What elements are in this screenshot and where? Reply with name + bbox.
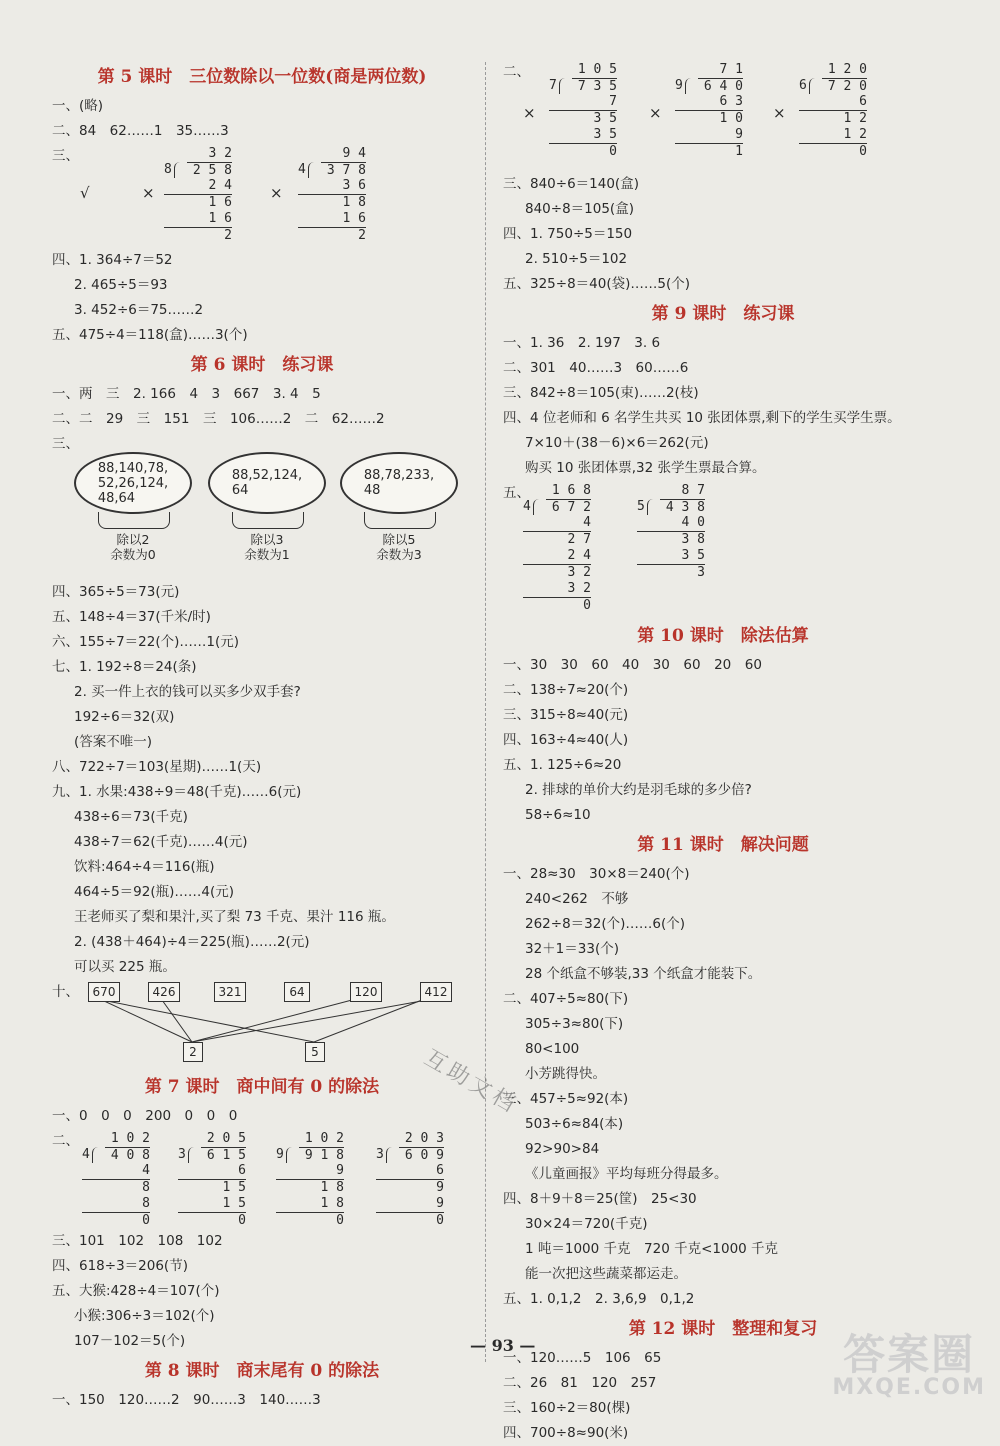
answer-line: 四、700÷8≈90(米) <box>503 1425 629 1441</box>
lesson-5-title: 第 5 课时 三位数除以一位数(商是两位数) <box>97 67 427 87</box>
answer-line: 840÷8＝105(盒) <box>525 201 634 217</box>
answer-line: 四、1. 750÷5＝150 <box>503 226 633 242</box>
answer-line: 四、365÷5＝73(元) <box>52 584 180 600</box>
number-box: 412 <box>420 982 452 1002</box>
division-row <box>52 1129 472 1229</box>
answer-line: 三、 <box>52 148 79 164</box>
number-box: 120 <box>350 982 382 1002</box>
lesson-8-title: 第 8 课时 商末尾有 0 的除法 <box>144 1361 380 1381</box>
answer-line: 三、457÷5≈92(本) <box>503 1091 629 1107</box>
long-division: 2 0 3 3 6 0 9 6 9 9 0 <box>376 1131 444 1228</box>
division-row <box>52 144 472 248</box>
number-box: 670 <box>88 982 120 1002</box>
answer-line: 2. 买一件上衣的钱可以买多少双手套? <box>74 684 301 700</box>
lesson-6-title: 第 6 课时 练习课 <box>190 355 334 375</box>
lesson-12-title: 第 12 课时 整理和复习 <box>628 1319 818 1339</box>
answer-line: 二、138÷7≈20(个) <box>503 682 629 698</box>
long-division: 2 0 5 3 6 1 5 6 1 5 1 5 0 <box>178 1131 246 1228</box>
ellipse-figure-row <box>52 432 472 580</box>
number-box: 321 <box>214 982 246 1002</box>
cross-mark: × <box>142 184 155 202</box>
long-division: 8 7 5 4 3 8 4 0 3 8 3 5 3 <box>637 483 705 580</box>
page-number: — 93 — <box>470 1336 536 1355</box>
answer-line: 四、8＋9＋8＝25(筐) 25<30 <box>503 1191 697 1207</box>
answer-line: 十、 <box>52 984 79 1000</box>
cross-mark: × <box>773 104 786 122</box>
answer-line: 3. 452÷6＝75……2 <box>74 302 204 318</box>
answer-line: 购买 10 张团体票,32 张学生票最合算。 <box>525 460 766 476</box>
number-box: 2 <box>183 1042 203 1062</box>
answer-line: 192÷6＝32(双) <box>74 709 175 725</box>
answer-line: 一、30 30 60 40 30 60 20 60 <box>503 657 762 673</box>
answer-line: 92>90>84 <box>525 1141 600 1157</box>
answer-line: 二、 <box>503 64 530 80</box>
answer-line: 《儿童画报》平均每班分得最多。 <box>525 1166 728 1182</box>
column-divider <box>485 62 486 1362</box>
answer-line: 二、26 81 120 257 <box>503 1375 657 1391</box>
ellipse-base <box>232 512 304 529</box>
ellipse-caption: 除以2 余数为0 <box>110 532 156 562</box>
answer-line: 438÷7＝62(千克)……4(元) <box>74 834 248 850</box>
answer-line: 二、 <box>52 1133 79 1149</box>
ellipse-base <box>364 512 436 529</box>
answer-line: 七、1. 192÷8＝24(条) <box>52 659 197 675</box>
long-division: 1 0 5 7 7 3 5 7 3 5 3 5 0 <box>549 62 617 159</box>
number-box: 426 <box>148 982 180 1002</box>
answer-line: 五、大猴:428÷4＝107(个) <box>52 1283 220 1299</box>
answer-line: 464÷5＝92(瓶)……4(元) <box>74 884 235 900</box>
answer-line: 五、 <box>503 485 530 501</box>
number-ellipse: 88,78,233, 48 <box>340 452 458 514</box>
ellipse-caption: 除以5 余数为3 <box>376 532 422 562</box>
answer-line: 三、315÷8≈40(元) <box>503 707 629 723</box>
answer-line: 三、 <box>52 436 79 452</box>
answer-line: 80<100 <box>525 1041 580 1057</box>
answer-line: 王老师买了梨和果汁,买了梨 73 千克、果汁 116 瓶。 <box>74 909 395 925</box>
long-division: 1 0 2 9 9 1 8 9 1 8 1 8 0 <box>276 1131 344 1228</box>
answer-line: 28 个纸盒不够装,33 个纸盒才能装下。 <box>525 966 762 982</box>
matching-figure <box>52 980 472 1070</box>
logo-text: 答案圈 <box>843 1330 976 1379</box>
cross-mark: × <box>270 184 283 202</box>
answer-line: 一、120……5 106 65 <box>503 1350 662 1366</box>
answer-line: 可以买 225 瓶。 <box>74 959 176 975</box>
answer-line: 107－102＝5(个) <box>74 1333 186 1349</box>
answer-line: 五、1. 125÷6≈20 <box>503 757 622 773</box>
site-logo <box>832 1330 986 1400</box>
answer-line: 2. 排球的单价大约是羽毛球的多少倍? <box>525 782 752 798</box>
answer-line: 2. 510÷5＝102 <box>525 251 628 267</box>
answer-line: 三、101 102 108 102 <box>52 1233 223 1249</box>
right-column <box>503 60 943 1446</box>
answer-line: 2. (438＋464)÷4＝225(瓶)……2(元) <box>74 934 310 950</box>
long-division: 1 2 0 6 7 2 0 6 1 2 1 2 0 <box>799 62 867 159</box>
answer-line: 三、160÷2＝80(棵) <box>503 1400 631 1416</box>
long-division: 3 2 8 2 5 8 2 4 1 6 1 6 2 <box>164 146 232 243</box>
answer-line: 二、407÷5≈80(下) <box>503 991 629 1007</box>
answer-line: 240<262 不够 <box>525 891 629 907</box>
lesson-9-title: 第 9 课时 练习课 <box>651 304 795 324</box>
cross-mark: × <box>523 104 536 122</box>
answer-line: 小猴:306÷3＝102(个) <box>74 1308 215 1324</box>
answer-line: 503÷6≈84(本) <box>525 1116 624 1132</box>
lesson-10-title: 第 10 课时 除法估算 <box>637 626 809 646</box>
answer-line: 小芳跳得快。 <box>525 1066 606 1082</box>
answer-line: 五、1. 0,1,2 2. 3,6,9 0,1,2 <box>503 1291 695 1307</box>
answer-line: 58÷6≈10 <box>525 807 591 823</box>
answer-line: 四、163÷4≈40(人) <box>503 732 629 748</box>
answer-line: 饮料:464÷4＝116(瓶) <box>74 859 215 875</box>
answer-line: 四、4 位老师和 6 名学生共买 10 张团体票,剩下的学生买学生票。 <box>503 410 901 426</box>
answer-line: 能一次把这些蔬菜都运走。 <box>525 1266 687 1282</box>
number-ellipse: 88,52,124, 64 <box>208 452 326 514</box>
answer-line: 一、28≈30 30×8＝240(个) <box>503 866 690 882</box>
long-division: 1 0 2 4 4 0 8 4 8 8 0 <box>82 1131 150 1228</box>
logo-site: MXQE.COM <box>832 1375 986 1400</box>
division-row <box>503 481 943 619</box>
answer-line: 438÷6＝73(千克) <box>74 809 188 825</box>
answer-line: 一、1. 36 2. 197 3. 6 <box>503 335 661 351</box>
answer-line: 五、325÷8＝40(袋)……5(个) <box>503 276 691 292</box>
ellipse-caption: 除以3 余数为1 <box>244 532 290 562</box>
left-column <box>52 60 472 1413</box>
division-row <box>503 60 943 172</box>
answer-line: 305÷3≈80(下) <box>525 1016 624 1032</box>
answer-line: 三、842÷8＝105(束)……2(枝) <box>503 385 699 401</box>
answer-line: 五、148÷4＝37(千米/时) <box>52 609 211 625</box>
long-division: 1 6 8 4 6 7 2 4 2 7 2 4 3 2 3 2 0 <box>523 483 591 613</box>
answer-line: 1 吨＝1000 千克 720 千克<1000 千克 <box>525 1241 779 1257</box>
answer-line: 32＋1＝33(个) <box>525 941 619 957</box>
stamp-watermark: 互助文档 <box>419 1045 523 1120</box>
answer-line: 一、两 三 2. 166 4 3 667 3. 4 5 <box>52 386 321 402</box>
answer-line: 四、1. 364÷7＝52 <box>52 252 173 268</box>
lesson-11-title: 第 11 课时 解决问题 <box>637 835 809 855</box>
answer-line: 八、722÷7＝103(星期)……1(天) <box>52 759 262 775</box>
answer-line: 六、155÷7＝22(个)……1(元) <box>52 634 240 650</box>
long-division: 7 1 9 6 4 0 6 3 1 0 9 1 <box>675 62 743 159</box>
answer-line: 二、84 62……1 35……3 <box>52 123 229 139</box>
answer-line: (答案不唯一) <box>74 734 153 750</box>
answer-line: 一、150 120……2 90……3 140……3 <box>52 1392 321 1408</box>
answer-line: 一、0 0 0 200 0 0 0 <box>52 1108 238 1124</box>
lesson-7-title: 第 7 课时 商中间有 0 的除法 <box>144 1077 380 1097</box>
long-division: 9 4 4 3 7 8 3 6 1 8 1 6 2 <box>298 146 366 243</box>
answer-line: 7×10＋(38－6)×6＝262(元) <box>525 435 709 451</box>
check-mark: √ <box>80 184 90 202</box>
number-ellipse: 88,140,78, 52,26,124, 48,64 <box>74 452 192 514</box>
cross-mark: × <box>649 104 662 122</box>
answer-line: 五、475÷4＝118(盒)……3(个) <box>52 327 248 343</box>
answer-line: 三、840÷6＝140(盒) <box>503 176 639 192</box>
answer-line: 一、(略) <box>52 98 104 114</box>
answer-line: 二、二 29 三 151 三 106……2 二 62……2 <box>52 411 385 427</box>
answer-line: 30×24＝720(千克) <box>525 1216 648 1232</box>
number-box: 64 <box>284 982 310 1002</box>
answer-line: 262÷8＝32(个)……6(个) <box>525 916 686 932</box>
answer-line: 九、1. 水果:438÷9＝48(千克)……6(元) <box>52 784 302 800</box>
ellipse-base <box>98 512 170 529</box>
answer-line: 2. 465÷5＝93 <box>74 277 168 293</box>
answer-line: 四、618÷3＝206(节) <box>52 1258 188 1274</box>
number-box: 5 <box>305 1042 325 1062</box>
answer-line: 二、301 40……3 60……6 <box>503 360 689 376</box>
